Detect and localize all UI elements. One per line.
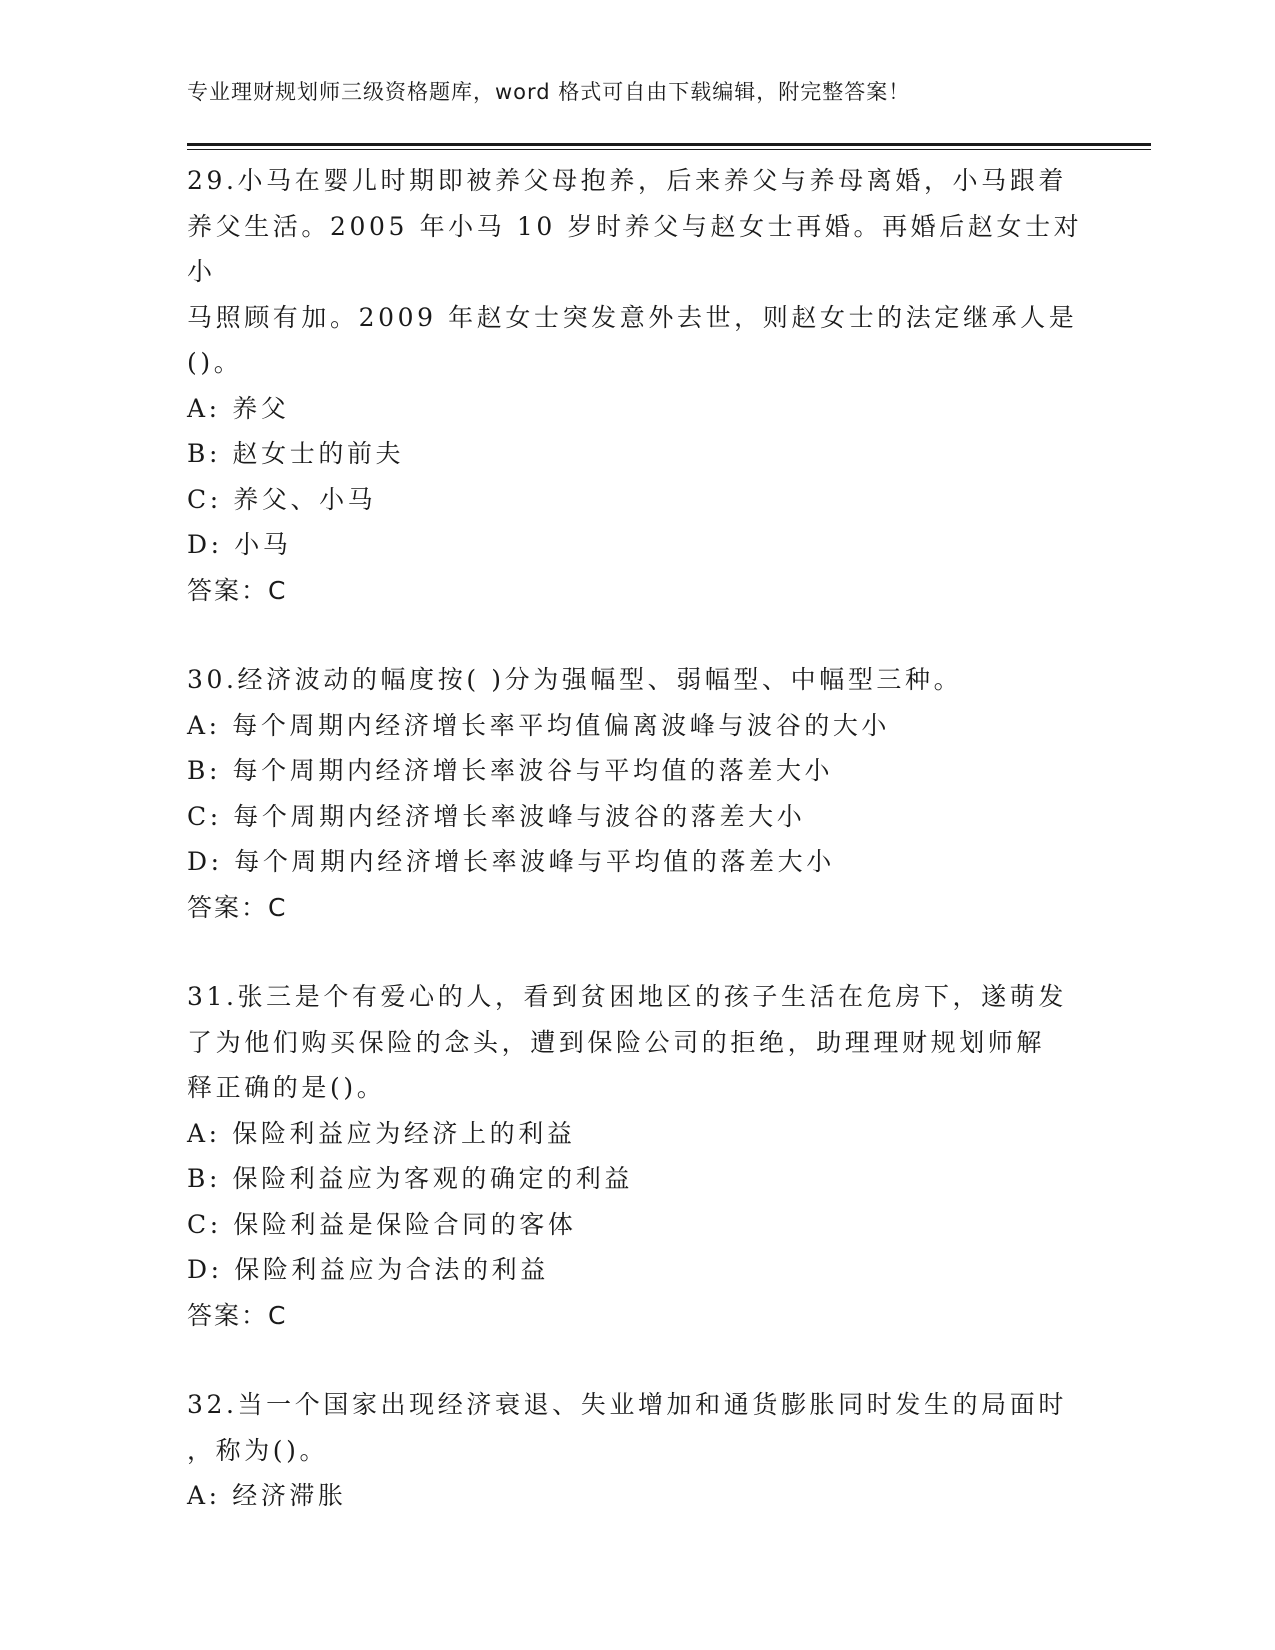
question-spacer [187, 613, 1087, 657]
question-stem-line: 马照顾有加。2009 年赵女士突发意外去世，则赵女士的法定继承人是 [187, 302, 1078, 332]
option-c: C: 保险利益是保险合同的客体 [187, 1209, 577, 1239]
option-d: D: 每个周期内经济增长率波峰与平均值的落差大小 [187, 847, 835, 876]
option-a: A: 经济滞胀 [187, 1481, 347, 1510]
answer: 答案：C [187, 1300, 288, 1330]
question-stem-line: 养父生活。2005 年小马 10 岁时养父与赵女士再婚。再婚后赵女士对小 [187, 211, 1083, 286]
question-stem-line: 30.经济波动的幅度按( )分为强幅型、弱幅型、中幅型三种。 [187, 665, 963, 694]
question-stem-line: 释正确的是()。 [187, 1073, 386, 1102]
option-c: C: 养父、小马 [187, 484, 377, 514]
question-stem-line: 32.当一个国家出现经济衰退、失业增加和通货膨胀同时发生的局面时 [187, 1390, 1067, 1419]
option-b: B: 赵女士的前夫 [187, 439, 405, 468]
option-a: A: 养父 [187, 393, 290, 423]
question-spacer [187, 930, 1087, 974]
option-b: B: 保险利益应为客观的确定的利益 [187, 1164, 633, 1193]
header-divider-thin [187, 149, 1151, 150]
answer: 答案：C [187, 575, 288, 605]
header-divider-thick [187, 143, 1151, 146]
question-stem-line: 29.小马在婴儿时期即被养父母抱养，后来养父与养母离婚，小马跟着 [187, 166, 1067, 195]
option-b: B: 每个周期内经济增长率波谷与平均值的落差大小 [187, 756, 834, 785]
question-31 [187, 974, 1087, 1338]
option-d: D: 小马 [187, 530, 292, 559]
question-29 [187, 158, 1087, 613]
question-stem-line: 31.张三是个有爱心的人，看到贫困地区的孩子生活在危房下，遂萌发 [187, 982, 1067, 1011]
question-stem-line: ，称为()。 [187, 1435, 329, 1465]
question-stem-line: 了为他们购买保险的念头，遭到保险公司的拒绝，助理理财规划师解 [187, 1027, 1046, 1057]
option-c: C: 每个周期内经济增长率波峰与波谷的落差大小 [187, 801, 806, 831]
page-header: 专业理财规划师三级资格题库，word 格式可自由下载编辑，附完整答案！ [187, 80, 911, 104]
question-list [187, 158, 1087, 1519]
option-a: A: 每个周期内经济增长率平均值偏离波峰与波谷的大小 [187, 710, 891, 740]
option-d: D: 保险利益应为合法的利益 [187, 1255, 549, 1284]
question-32 [187, 1382, 1087, 1519]
question-spacer [187, 1338, 1087, 1382]
option-a: A: 保险利益应为经济上的利益 [187, 1118, 576, 1148]
question-30 [187, 657, 1087, 930]
question-stem-line: ()。 [187, 348, 243, 377]
answer: 答案：C [187, 892, 288, 922]
